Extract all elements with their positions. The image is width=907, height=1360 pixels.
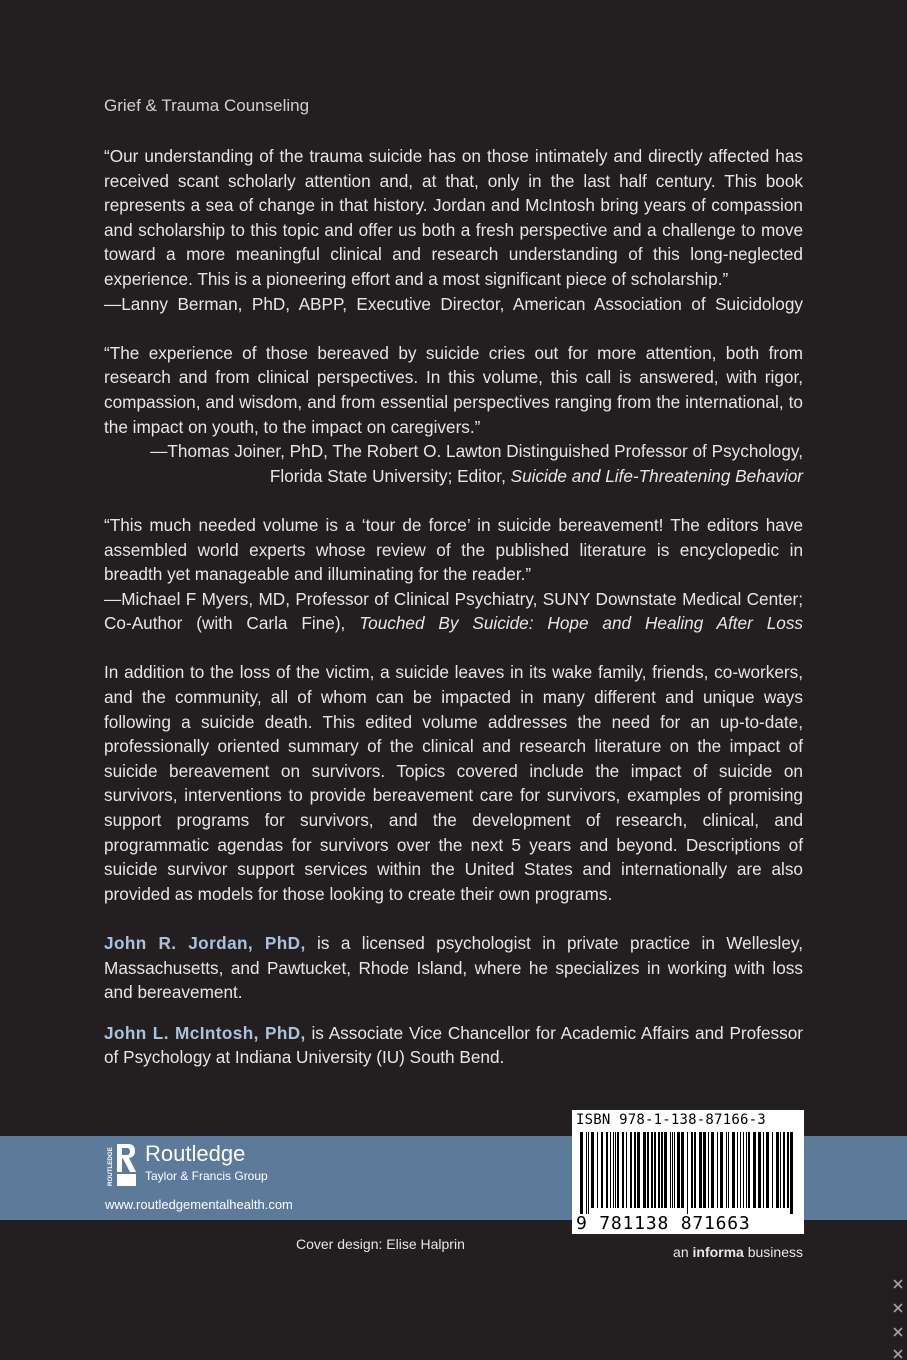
edge-pattern [888,1270,907,1360]
bio-jordan-text: is a licensed psychologist in private practice in Wellesley, Massachusetts, and Pawtucket, Rhode Island, where he specializes in working with loss and bereavement. [104,933,804,1003]
barcode-bar [743,1132,744,1208]
back-cover-text [104,144,803,1086]
barcode-bar [681,1132,684,1208]
barcode-bar [766,1132,769,1208]
barcode-bar [622,1132,624,1208]
barcode-bar [615,1132,616,1208]
publisher-name: Routledge [145,1141,246,1166]
logo-base-shape [117,1174,136,1186]
logo-vertical-text: ROUTLEDGE [107,1147,114,1186]
informa-tagline [673,1244,803,1260]
barcode-bar [674,1132,675,1208]
routledge-logo-icon [106,1142,138,1188]
publisher-group: Taylor & Francis Group [145,1169,268,1183]
bio-mcintosh-text: is Associate Vice Chancellor for Academic Affairs and Professor of Psychology at Indiana University (IU) South Bend. [104,1022,803,1068]
barcode-bar [726,1132,727,1208]
barcode-bars [578,1132,798,1214]
barcode-bar [748,1132,750,1208]
quote-1-attribution: —Lanny Berman, PhD, ABPP, Executive Director, American Association of Suicidology [104,293,803,314]
barcode-bar [776,1132,779,1208]
barcode-bar [711,1132,714,1208]
quote-2-attribution-line1: —Thomas Joiner, PhD, The Robert O. Lawton Distinguished Professor of Psychology, [150,441,803,462]
bio-jordan-name: John R. Jordan, PhD, [104,933,306,953]
barcode-bar [732,1132,735,1208]
barcode-bar [787,1132,789,1208]
barcode-bar [740,1132,741,1208]
quote-2-text: “The experience of those bereaved by suicide cries out for more attention, both from research and from clinical perspectives. In this volume, this call is answered, with rigor, compassion, and wisdom, and from essential perspectives ranging from the international, to the impact on youth, to the impact on caregivers.” [104,342,803,437]
barcode-bar [703,1132,706,1208]
barcode-bar [780,1132,781,1208]
barcode-bar [591,1132,594,1208]
quote-3-text: “This much needed volume is a ‘tour de force’ in suicide bereavement! The editors have assembled world experts whose review of the published literature is encyclopedic in breadth yet manageable and illuminating for the reader.” [104,514,803,585]
quote-3-attribution [104,587,803,636]
publisher-website[interactable]: www.routledgementalhealth.com [105,1197,293,1212]
quote-2-affiliation: Florida State University; Editor, [269,465,511,486]
quote-3-book-title: Touched By Suicide: Hope and Healing After Loss [359,613,804,634]
barcode-bar [687,1132,688,1214]
barcode-bar [654,1132,656,1208]
barcode-bar [606,1132,608,1208]
barcode-bar [672,1132,673,1208]
quote-1-text: “Our understanding of the trauma suicide has on those intimately and directly affected has received scant scholarly attention and, at that, only in the last half century. This book represents a sea of change in that history. Jordan and McIntosh bring years of compassion and scholarship to this topic and offer us both a fresh perspective and a challenge to move toward a more meaningful clinical and research understanding of this long-neglected experience. This is a pioneering effort and a most significant piece of scholarship.” [104,146,803,289]
ean-digits: 9 781138 871663 [576,1213,751,1234]
logo-r-shape [117,1144,136,1172]
barcode-bar [763,1132,764,1208]
quote-2-journal-title: Suicide and Life-Threatening Behavior [510,465,803,486]
barcode-bar [783,1132,785,1208]
barcode-bar [586,1132,587,1214]
bio-jordan [104,931,803,1005]
quote-3-author: —Michael F Myers, MD, Professor of Clinical Psychiatry, SUNY Downstate Medical Center; Co-Author (with Carla Fine), [104,588,803,634]
category-label: Grief & Trauma Counseling [104,96,310,115]
barcode-bar [610,1132,611,1208]
barcode-bar [728,1132,729,1208]
barcode-bar [637,1132,640,1208]
barcode-bar [597,1132,598,1208]
barcode-bar [588,1132,589,1214]
barcode-bar [737,1132,738,1208]
barcode-bar [580,1132,583,1214]
book-description: In addition to the loss of the victim, a suicide leaves in its wake family, friends, co-workers, and the community, all of whom can be impacted in many different and unique ways following a suicide death. This edited volume addresses the need for an up-to-date, professionally oriented summary of the clinical and research literature on the impact of suicide bereavement on survivors. Topics covered include the impact of suicide on survivors, interventions to provide bereavement care for survivors, examples of promising support programs for survivors, and the development of research, clinical, and programmatic agendas for survivors over the next 5 years and beyond. Descriptions of suicide survivor support services within the United States and internationally are also provided as models for those looking to create their own programs. [104,662,803,904]
barcode-bar [699,1132,702,1208]
barcode-bar [658,1132,660,1208]
isbn-label: ISBN 978-1-138-87166-3 [576,1112,766,1128]
informa-suffix: business [743,1244,803,1260]
barcode-bar [677,1132,680,1208]
barcode-bar [601,1132,603,1208]
barcode-bar [626,1132,627,1208]
barcode-bar [670,1132,671,1208]
informa-brand: informa [692,1244,744,1260]
barcode-bar [746,1132,747,1208]
barcode-bar [708,1132,709,1208]
bio-mcintosh [104,1021,803,1070]
barcode-bar [647,1132,649,1208]
barcode-bar [717,1132,718,1208]
barcode-bar [661,1132,663,1208]
barcode-bar [613,1132,614,1208]
barcode-bar [758,1132,761,1208]
barcode-bar [720,1132,723,1208]
barcode-bar [643,1132,646,1208]
barcode-bar [664,1132,667,1208]
barcode-bar [790,1132,793,1214]
informa-prefix: an [673,1244,693,1260]
quote-2-attribution-line2 [104,464,803,489]
isbn-barcode [572,1110,804,1234]
barcode-bar [634,1132,636,1208]
barcode-bar [772,1132,773,1208]
barcode-bar [691,1132,693,1208]
barcode-bar [753,1132,756,1208]
barcode-bar [651,1132,653,1208]
cover-design-credit: Cover design: Elise Halprin [296,1236,465,1252]
bio-mcintosh-name: John L. McIntosh, PhD, [104,1022,306,1043]
barcode-bar [617,1132,619,1208]
barcode-bar [630,1132,632,1208]
barcode-bar [694,1132,696,1208]
